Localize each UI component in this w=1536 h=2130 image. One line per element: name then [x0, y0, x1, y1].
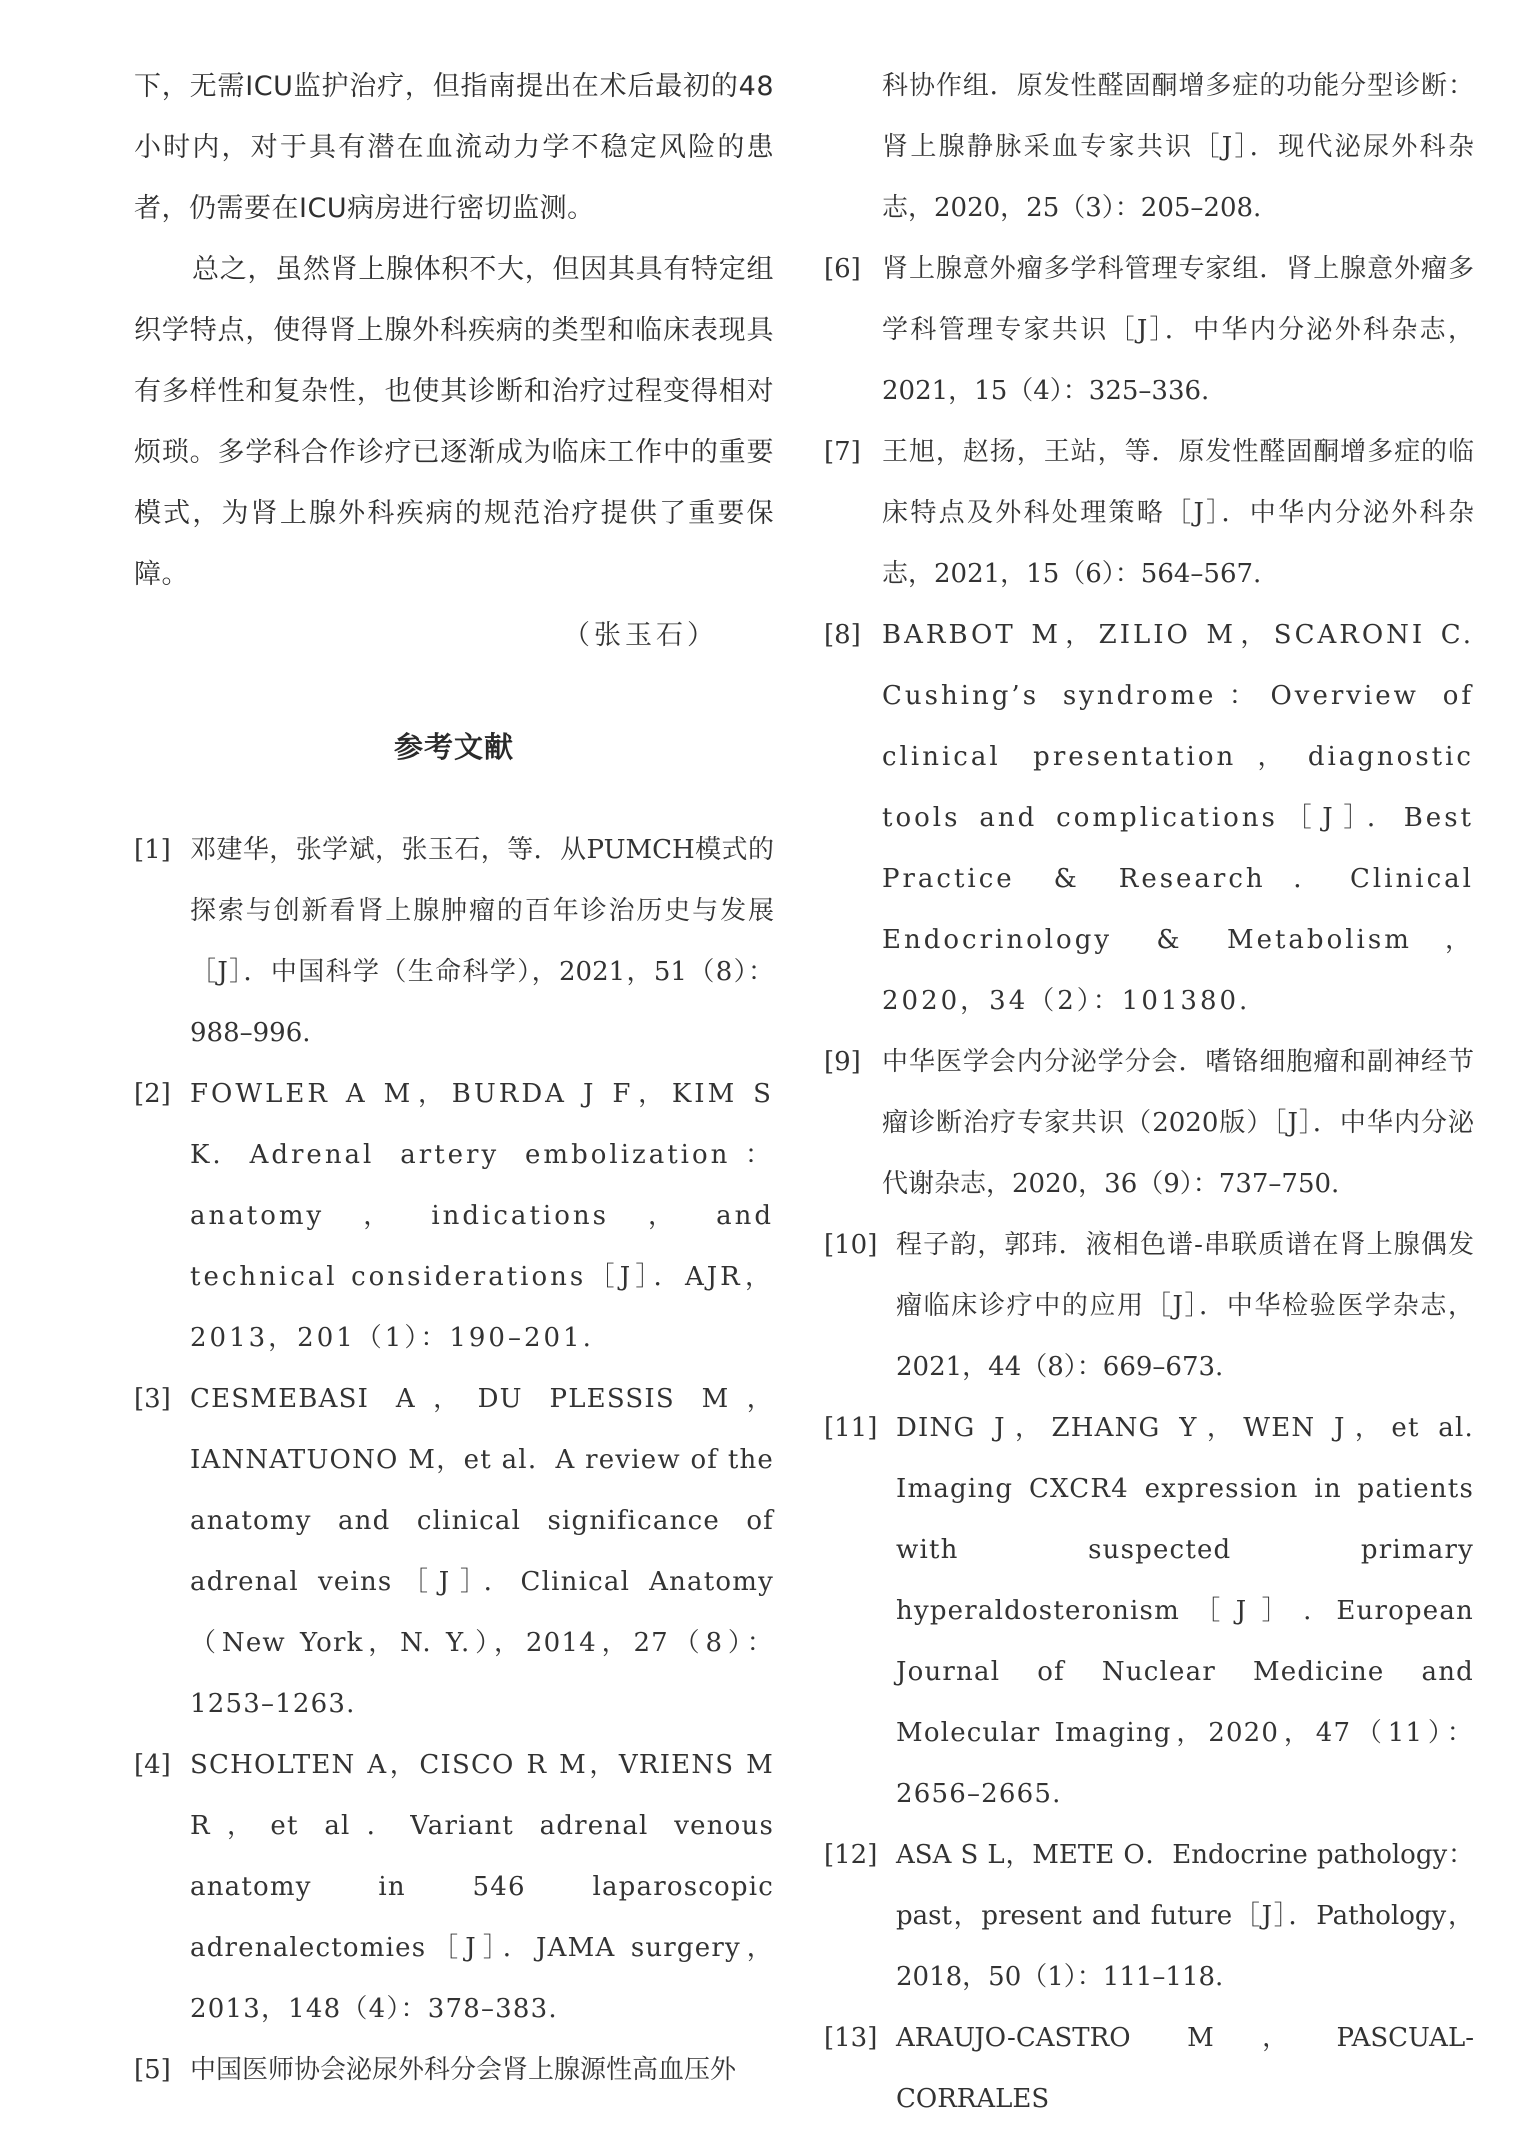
reference-text: 中华医学会内分泌学分会．嗜铬细胞瘤和副神经节瘤诊断治疗专家共识（2020版）［J］．中华内分泌代谢杂志，2020，36（9）：737–750.: [882, 1047, 1474, 1199]
reference-text: CESMEBASI A，DU PLESSIS M，IANNATUONO M，et al．A review of the anatomy and clinical significance of adrenal veins［J］．Clinical Anatomy（New York，N. Y.），2014，27（8）：1253–1263.: [190, 1384, 774, 1719]
reference-number: [12]: [824, 1840, 878, 1870]
reference-item: [134, 1735, 774, 2040]
reference-text: ASA S L，METE O．Endocrine pathology：past，present and future［J］．Pathology，2018，50（1）：111–118.: [896, 1840, 1474, 1992]
reference-text: 邓建华，张学斌，张玉石，等．从PUMCH模式的探索与创新看肾上腺肿瘤的百年诊治历史与发展［J］．中国科学（生命科学），2021，51（8）：988–996.: [190, 835, 774, 1048]
reference-text: ARAUJO-CASTRO M，PASCUAL-CORRALES: [896, 2023, 1474, 2114]
reference-number: [6]: [824, 254, 861, 284]
references-heading: 参考文献: [393, 730, 514, 764]
left-column: [134, 56, 774, 2101]
reference-item: [826, 1032, 1474, 1215]
reference-number: [4]: [134, 1750, 171, 1780]
reference-text: 王旭，赵扬，王站，等．原发性醛固酮增多症的临床特点及外科处理策略［J］．中华内分泌外科杂志，2021，15（6）：564–567.: [882, 437, 1474, 589]
reference-number: [10]: [824, 1230, 878, 1260]
reference-item: [826, 1398, 1474, 1825]
body-paragraph: 总之，虽然肾上腺体积不大，但因其具有特定组织学特点，使得肾上腺外科疾病的类型和临床表现具有多样性和复杂性，也使其诊断和治疗过程变得相对烦琐。多学科合作诊疗已逐渐成为临床工作中的重要模式，为肾上腺外科疾病的规范治疗提供了重要保障。: [134, 254, 774, 590]
reference-number: [11]: [824, 1413, 878, 1443]
body-paragraph: 下，无需ICU监护治疗，但指南提出在术后最初的48小时内，对于具有潜在血流动力学不稳定风险的患者，仍需要在ICU病房进行密切监测。: [134, 71, 774, 224]
reference-text: 中国医师协会泌尿外科分会肾上腺源性高血压外: [190, 2055, 737, 2085]
reference-number: [13]: [824, 2023, 878, 2053]
reference-number: [3]: [134, 1384, 171, 1414]
reference-number: [1]: [134, 835, 171, 865]
reference-text: SCHOLTEN A，CISCO R M，VRIENS M R，et al．Variant adrenal venous anatomy in 546 laparoscopic adrenalectomies［J］．JAMA surgery，2013，148（4）：378–383.: [190, 1750, 774, 2024]
reference-item: [826, 422, 1474, 605]
reference-number: [9]: [824, 1047, 861, 1077]
reference-item: [826, 239, 1474, 422]
reference-text: FOWLER A M，BURDA J F，KIM S K. Adrenal artery embolization：anatomy，indications，and technical considerations［J］．AJR，2013，201（1）：190–201.: [190, 1079, 774, 1353]
reference-text: DING J，ZHANG Y，WEN J，et al. Imaging CXCR4 expression in patients with suspected primary hyperaldosteronism［J］. European Journal of Nuclear Medicine and Molecular Imaging，2020，47（11）：2656–2665.: [896, 1413, 1474, 1809]
reference-item: [134, 2040, 774, 2101]
reference-text: 程子韵，郭玮．液相色谱-串联质谱在肾上腺偶发瘤临床诊疗中的应用［J］．中华检验医学杂志，2021，44（8）：669–673.: [896, 1230, 1474, 1382]
reference-item: [134, 1064, 774, 1369]
reference-item: [134, 820, 774, 1064]
author-signature: （张玉石）: [563, 620, 718, 651]
reference-continuation: 科协作组．原发性醛固酮增多症的功能分型诊断：肾上腺静脉采血专家共识［J］．现代泌尿外科杂志，2020，25（3）：205–208.: [882, 71, 1474, 223]
reference-item: [826, 605, 1474, 1032]
reference-item: [826, 1825, 1474, 2008]
reference-number: [5]: [134, 2055, 171, 2085]
reference-item: [134, 1369, 774, 1735]
reference-text: 肾上腺意外瘤多学科管理专家组．肾上腺意外瘤多学科管理专家共识［J］．中华内分泌外科杂志，2021，15（4）：325–336.: [882, 254, 1474, 406]
reference-text: BARBOT M，ZILIO M，SCARONI C. Cushing’s syndrome：Overview of clinical presentation，diagnostic tools and complications［J］．Best Practice & Research．Clinical Endocrinology & Metabolism，2020，34（2）：101380.: [882, 620, 1474, 1016]
right-column: [826, 56, 1474, 2130]
reference-item: [826, 2008, 1474, 2130]
reference-number: [8]: [824, 620, 861, 650]
reference-item: [826, 1215, 1474, 1398]
reference-number: [2]: [134, 1079, 171, 1109]
reference-number: [7]: [824, 437, 861, 467]
